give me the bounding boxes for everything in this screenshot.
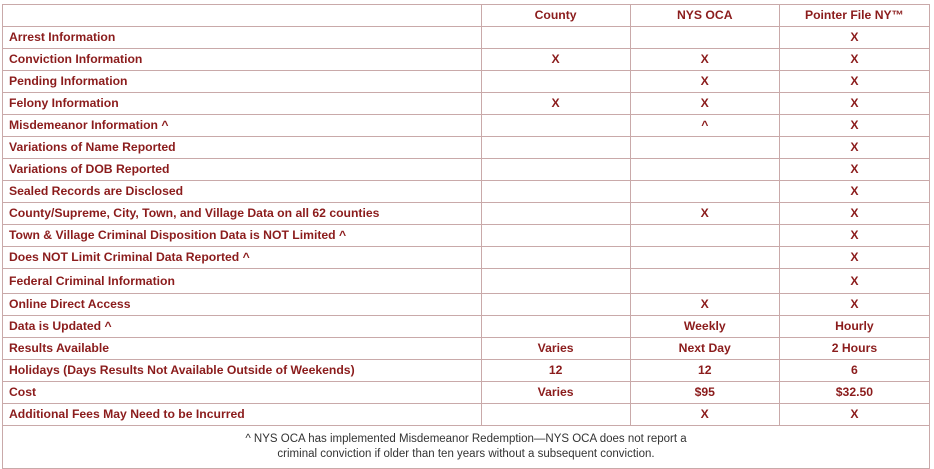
table-row bbox=[3, 247, 930, 269]
table-row bbox=[3, 27, 930, 49]
row-label: Holidays (Days Results Not Available Outside of Weekends) bbox=[3, 360, 482, 382]
row-label: Data is Updated ^ bbox=[3, 316, 482, 338]
comparison-table bbox=[2, 4, 930, 469]
header-blank bbox=[3, 5, 482, 27]
nys-oca-cell bbox=[630, 159, 779, 181]
county-cell bbox=[481, 404, 630, 426]
row-label: Conviction Information bbox=[3, 49, 482, 71]
header-nys-oca: NYS OCA bbox=[630, 5, 779, 27]
row-label: Variations of DOB Reported bbox=[3, 159, 482, 181]
row-label: Felony Information bbox=[3, 93, 482, 115]
county-cell: Varies bbox=[481, 382, 630, 404]
county-cell bbox=[481, 203, 630, 225]
nys-oca-cell: X bbox=[630, 71, 779, 93]
table-row bbox=[3, 93, 930, 115]
footnote-row bbox=[3, 426, 930, 469]
table-row bbox=[3, 159, 930, 181]
pointer-file-cell: X bbox=[779, 137, 929, 159]
pointer-file-cell: 2 Hours bbox=[779, 338, 929, 360]
table-row bbox=[3, 382, 930, 404]
row-label: County/Supreme, City, Town, and Village Data on all 62 counties bbox=[3, 203, 482, 225]
county-cell bbox=[481, 159, 630, 181]
row-label: Variations of Name Reported bbox=[3, 137, 482, 159]
table-row bbox=[3, 225, 930, 247]
pointer-file-cell: X bbox=[779, 49, 929, 71]
pointer-file-cell: X bbox=[779, 181, 929, 203]
nys-oca-cell bbox=[630, 225, 779, 247]
row-label: Town & Village Criminal Disposition Data is NOT Limited ^ bbox=[3, 225, 482, 247]
county-cell bbox=[481, 181, 630, 203]
table-row bbox=[3, 294, 930, 316]
table-row bbox=[3, 404, 930, 426]
county-cell: X bbox=[481, 93, 630, 115]
county-cell bbox=[481, 137, 630, 159]
row-label: Federal Criminal Information bbox=[3, 269, 482, 294]
nys-oca-cell bbox=[630, 247, 779, 269]
table-row bbox=[3, 49, 930, 71]
table-row bbox=[3, 269, 930, 294]
table-row bbox=[3, 71, 930, 93]
table-row bbox=[3, 137, 930, 159]
pointer-file-cell: X bbox=[779, 294, 929, 316]
table-row bbox=[3, 181, 930, 203]
nys-oca-cell: X bbox=[630, 203, 779, 225]
footnote bbox=[3, 426, 930, 469]
county-cell bbox=[481, 115, 630, 137]
county-cell bbox=[481, 316, 630, 338]
nys-oca-cell: X bbox=[630, 294, 779, 316]
pointer-file-cell: X bbox=[779, 203, 929, 225]
nys-oca-cell bbox=[630, 137, 779, 159]
pointer-file-cell: X bbox=[779, 159, 929, 181]
nys-oca-cell bbox=[630, 269, 779, 294]
row-label: Pending Information bbox=[3, 71, 482, 93]
row-label: Misdemeanor Information ^ bbox=[3, 115, 482, 137]
pointer-file-cell: X bbox=[779, 115, 929, 137]
nys-oca-cell: 12 bbox=[630, 360, 779, 382]
pointer-file-cell: 6 bbox=[779, 360, 929, 382]
county-cell bbox=[481, 27, 630, 49]
row-label: Does NOT Limit Criminal Data Reported ^ bbox=[3, 247, 482, 269]
nys-oca-cell bbox=[630, 27, 779, 49]
header-county: County bbox=[481, 5, 630, 27]
county-cell: Varies bbox=[481, 338, 630, 360]
pointer-file-cell: X bbox=[779, 225, 929, 247]
nys-oca-cell: Weekly bbox=[630, 316, 779, 338]
nys-oca-cell: ^ bbox=[630, 115, 779, 137]
county-cell bbox=[481, 225, 630, 247]
county-cell bbox=[481, 294, 630, 316]
table-row bbox=[3, 316, 930, 338]
nys-oca-cell: X bbox=[630, 93, 779, 115]
pointer-file-cell: X bbox=[779, 247, 929, 269]
table-row bbox=[3, 115, 930, 137]
table-row bbox=[3, 360, 930, 382]
footnote-line-1: ^ NYS OCA has implemented Misdemeanor Redemption—NYS OCA does not report a bbox=[245, 433, 687, 445]
county-cell bbox=[481, 247, 630, 269]
table-row bbox=[3, 338, 930, 360]
footnote-line-2: criminal conviction if older than ten years without a subsequent conviction. bbox=[277, 448, 655, 460]
nys-oca-cell: $95 bbox=[630, 382, 779, 404]
county-cell bbox=[481, 71, 630, 93]
nys-oca-cell: Next Day bbox=[630, 338, 779, 360]
header-row bbox=[3, 5, 930, 27]
nys-oca-cell: X bbox=[630, 404, 779, 426]
pointer-file-cell: X bbox=[779, 71, 929, 93]
row-label: Arrest Information bbox=[3, 27, 482, 49]
row-label: Results Available bbox=[3, 338, 482, 360]
row-label: Sealed Records are Disclosed bbox=[3, 181, 482, 203]
header-pointer-file: Pointer File NY™ bbox=[779, 5, 929, 27]
county-cell: X bbox=[481, 49, 630, 71]
row-label: Cost bbox=[3, 382, 482, 404]
nys-oca-cell: X bbox=[630, 49, 779, 71]
pointer-file-cell: Hourly bbox=[779, 316, 929, 338]
table-row bbox=[3, 203, 930, 225]
pointer-file-cell: X bbox=[779, 404, 929, 426]
nys-oca-cell bbox=[630, 181, 779, 203]
county-cell bbox=[481, 269, 630, 294]
pointer-file-cell: X bbox=[779, 269, 929, 294]
pointer-file-cell: X bbox=[779, 93, 929, 115]
row-label: Online Direct Access bbox=[3, 294, 482, 316]
county-cell: 12 bbox=[481, 360, 630, 382]
row-label: Additional Fees May Need to be Incurred bbox=[3, 404, 482, 426]
pointer-file-cell: X bbox=[779, 27, 929, 49]
pointer-file-cell: $32.50 bbox=[779, 382, 929, 404]
